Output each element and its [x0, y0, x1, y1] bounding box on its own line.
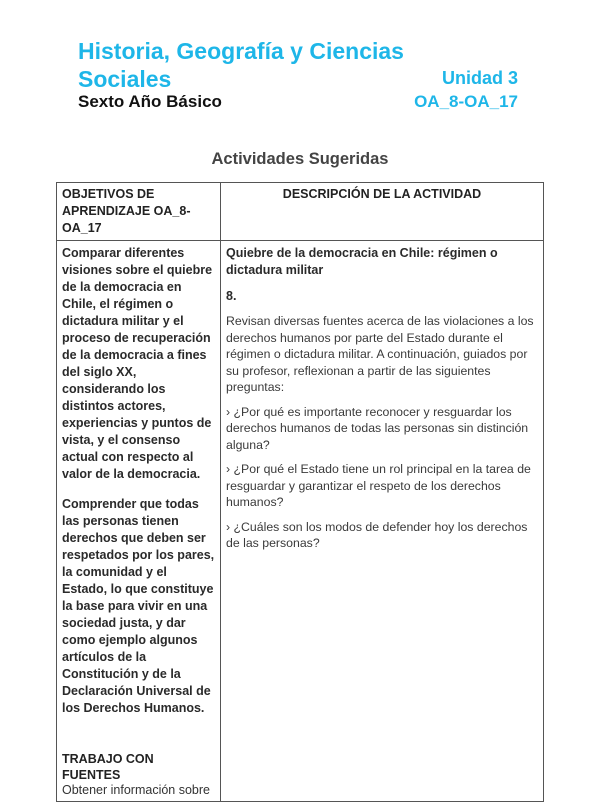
activity-title: Quiebre de la democracia en Chile: régimen o dictadura militar — [226, 246, 498, 277]
objectives-cell — [57, 241, 221, 802]
objectives-header: OBJETIVOS DE APRENDIZAJE OA_8-OA_17 — [57, 183, 221, 241]
activity-question: › ¿Cuáles son los modos de defender hoy los derechos de las personas? — [226, 519, 528, 550]
objective-text: Comprender que todas las personas tienen derechos que deben ser respetados por los pares, la comunidad y el Estado, lo que constituye la base para vivir en una sociedad justa, y dar como ejemplo algunos artículos de la Constitución y de la Declaración Universal de los Derechos Humanos. — [62, 497, 215, 715]
activity-cell — [221, 241, 544, 802]
activities-table — [56, 182, 544, 802]
activity-question: › ¿Por qué es importante reconocer y resguardar los derechos humanos de todas las personas sin distinción alguna? — [226, 404, 529, 452]
table-row — [57, 241, 544, 802]
skill-text: Obtener información sobre — [62, 783, 210, 797]
activity-intro: Revisan diversas fuentes acerca de las violaciones a los derechos humanos por parte del Estado durante el régimen o dictadura militar. A continuación, guiados por su profesor, reflexionan a partir de las siguientes preguntas: — [226, 314, 534, 394]
activity-question: › ¿Por qué el Estado tiene un rol principal en la tarea de resguardar y garantizar el respeto de los derechos humanos? — [226, 462, 531, 509]
table-header-row — [57, 183, 544, 241]
oa-code-label: OA_8-OA_17 — [414, 92, 518, 111]
grade-label: Sexto Año Básico — [78, 92, 222, 111]
subject-title-line1: Historia, Geografía y Ciencias — [78, 38, 404, 64]
activity-number: 8. — [226, 289, 237, 303]
skill-heading: TRABAJO CON FUENTES — [62, 752, 154, 782]
unit-label: Unidad 3 — [441, 68, 518, 88]
subject-title-line2: Sociales — [78, 66, 172, 92]
objective-text: Comparar diferentes visiones sobre el quiebre de la democracia en Chile, el régimen o dictadura militar y el proceso de recuperación de la democracia a fines del siglo XX, considerando los distintos actores, experiencias y puntos de vista, y el consenso actual con respecto al valor de la democracia. — [62, 246, 213, 481]
activity-header: DESCRIPCIÓN DE LA ACTIVIDAD — [221, 183, 544, 241]
section-title: Actividades Sugeridas — [211, 150, 389, 168]
